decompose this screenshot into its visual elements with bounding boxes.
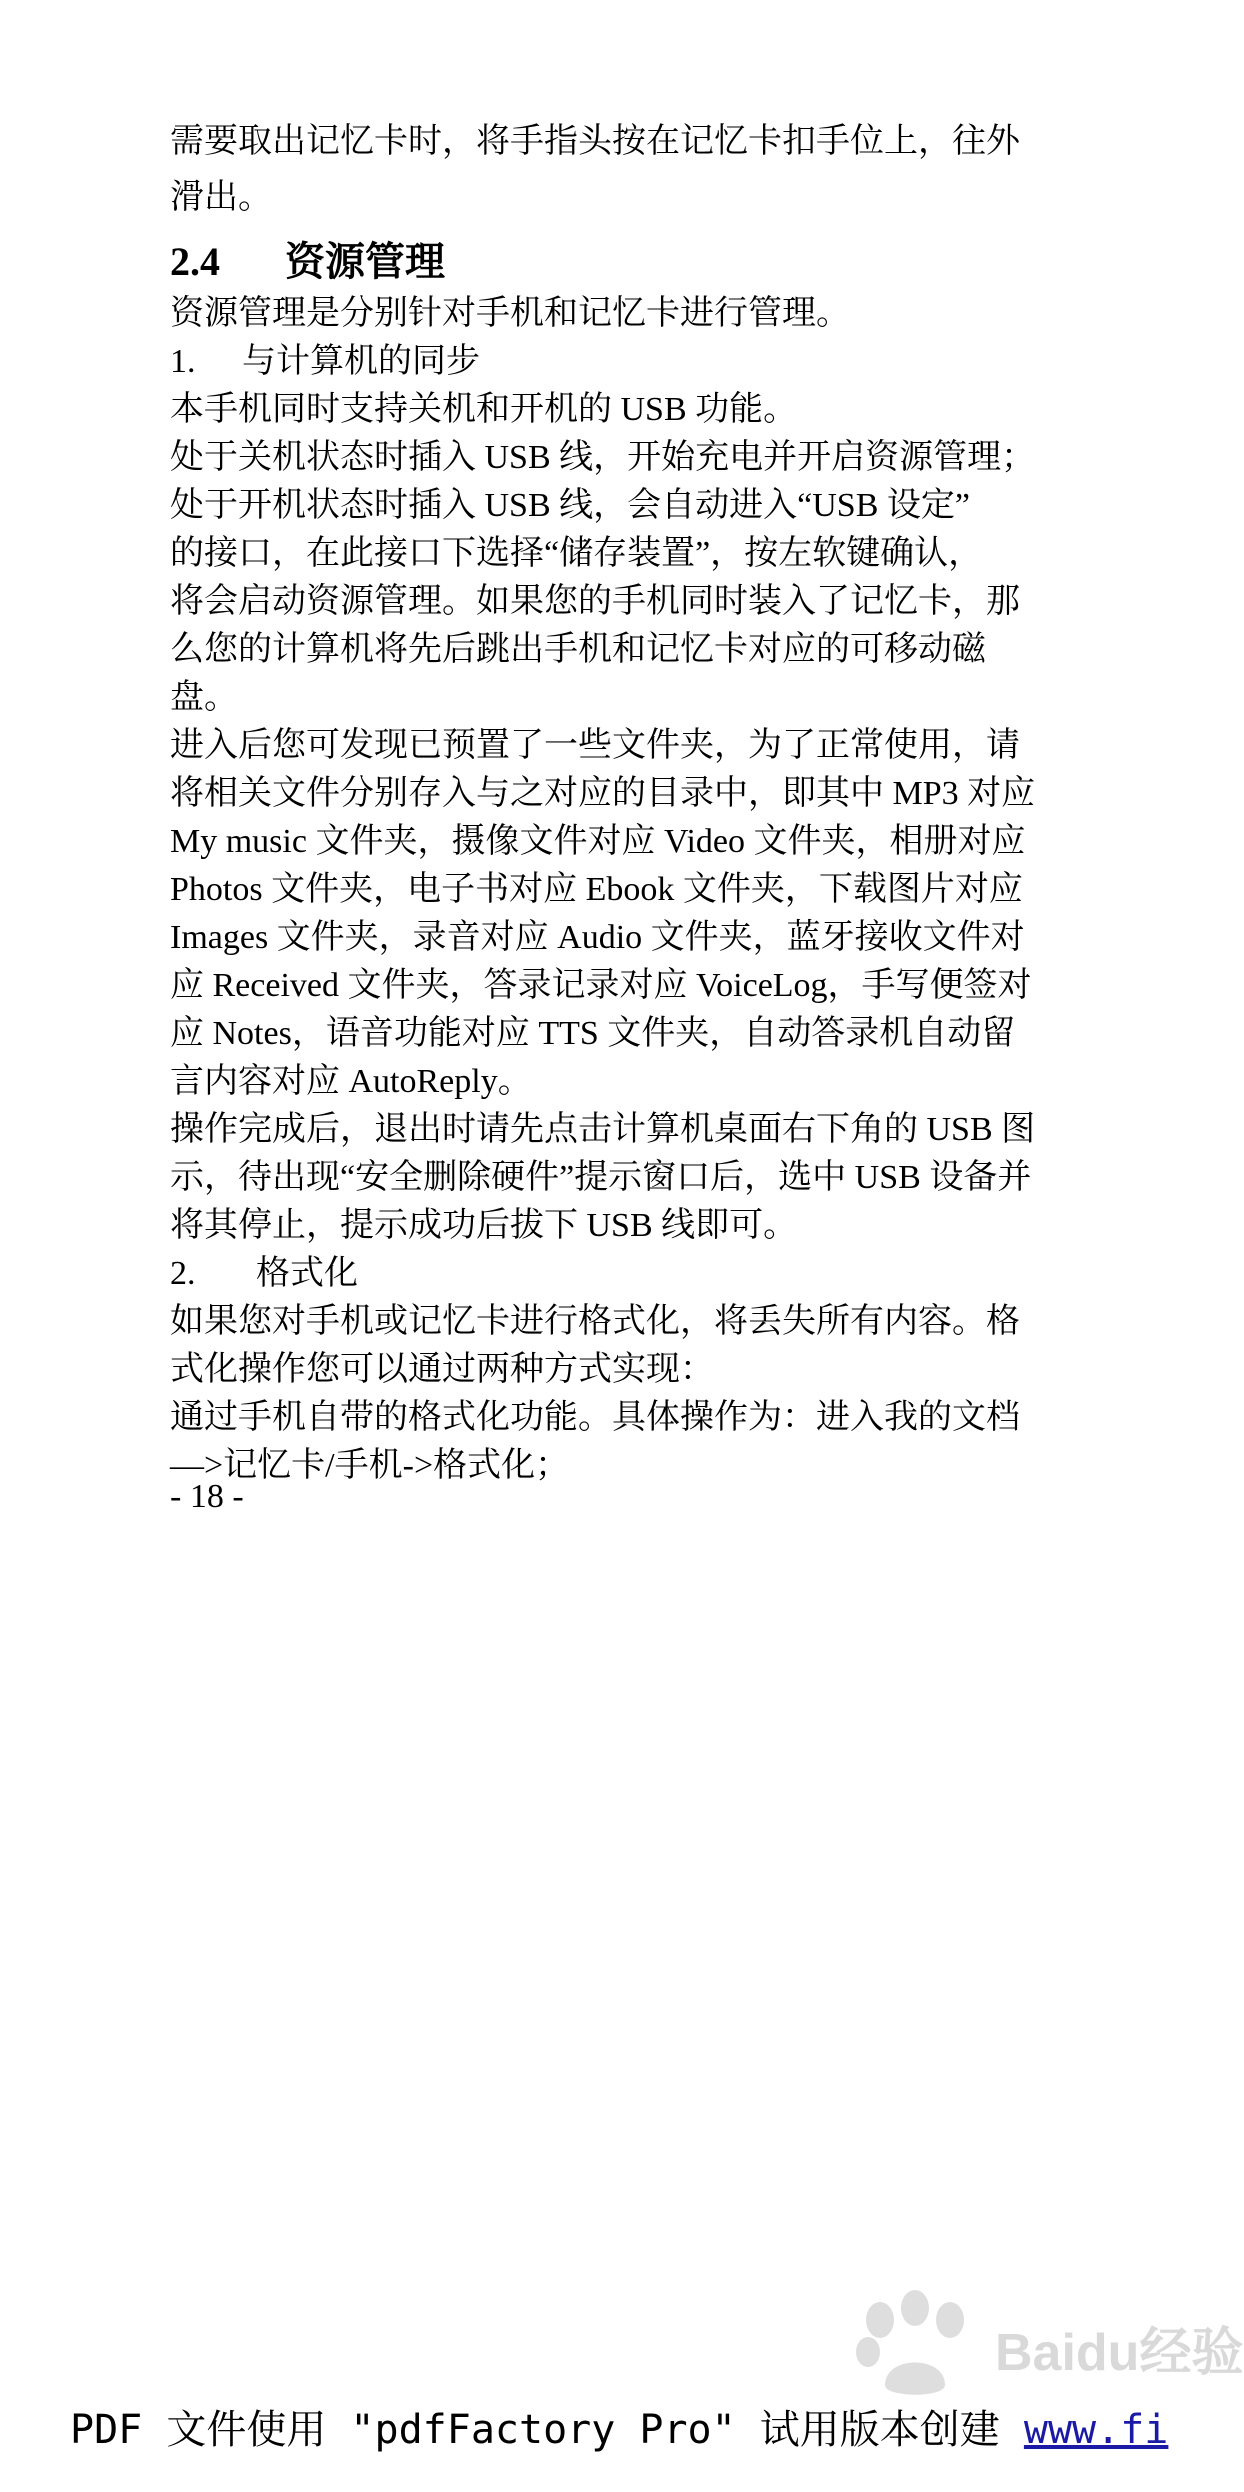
pdf-footer [70, 2398, 1168, 2455]
page-number: - 18 - [170, 1478, 244, 1515]
text-line: 将其停止，提示成功后拔下 USB 线即可。 [170, 1207, 798, 1244]
text-line: 需要取出记忆卡时，将手指头按在记忆卡扣手位上，往外 [170, 123, 1020, 160]
text-line: 示，待出现“安全删除硬件”提示窗口后，选中 USB 设备并 [170, 1159, 1032, 1196]
text-line: 滑出。 [170, 179, 272, 216]
text-line: 将相关文件分别存入与之对应的目录中，即其中 MP3 对应 [170, 775, 1036, 812]
text-line: My music 文件夹，摄像文件对应 Video 文件夹，相册对应 [170, 823, 1026, 860]
text-line: 如果您对手机或记忆卡进行格式化，将丢失所有内容。格 [170, 1303, 1020, 1340]
list-item-number: 2. [170, 1255, 196, 1292]
text-line: 言内容对应 AutoReply。 [170, 1063, 532, 1100]
text-line: 的接口，在此接口下选择“储存装置”，按左软键确认， [170, 535, 983, 572]
text-line: 么您的计算机将先后跳出手机和记忆卡对应的可移动磁 [170, 631, 986, 668]
text-line: 进入后您可发现已预置了一些文件夹，为了正常使用，请 [170, 727, 1020, 764]
text-line: Images 文件夹，录音对应 Audio 文件夹，蓝牙接收文件对 [170, 919, 1025, 956]
baidu-paw-icon [840, 2290, 990, 2400]
text-line: 处于开机状态时插入 USB 线，会自动进入“USB 设定” [170, 487, 970, 524]
text-line: 处于关机状态时插入 USB 线，开始充电并开启资源管理； [170, 439, 1036, 476]
text-line: 应 Received 文件夹，答录记录对应 VoiceLog，手写便签对 [170, 967, 1032, 1004]
section-title: 资源管理 [285, 239, 445, 284]
section-heading [170, 230, 445, 287]
top-paragraph [170, 118, 1070, 222]
text-line: 式化操作您可以通过两种方式实现： [170, 1351, 714, 1388]
baidu-watermark [840, 2290, 1244, 2400]
list-item-1 [170, 338, 1070, 386]
watermark-text: Baidu经验 [995, 2324, 1244, 2382]
text-line: 应 Notes，语音功能对应 TTS 文件夹，自动答录机自动留 [170, 1015, 1016, 1052]
text-line: 操作完成后，退出时请先点击计算机桌面右下角的 USB 图 [170, 1111, 1036, 1148]
section-number: 2.4 [170, 239, 220, 284]
text-line: Photos 文件夹，电子书对应 Ebook 文件夹，下载图片对应 [170, 871, 1023, 908]
text-line: 盘。 [170, 679, 238, 716]
list-item-number: 1. [170, 343, 196, 380]
intro-line: 资源管理是分别针对手机和记忆卡进行管理。 [170, 295, 850, 332]
text-line: 通过手机自带的格式化功能。具体操作为：进入我的文档 [170, 1399, 1020, 1436]
text-line: —>记忆卡/手机->格式化； [170, 1447, 570, 1484]
list-item-title: 与计算机的同步 [242, 343, 480, 380]
list-item-2 [170, 1250, 1070, 1298]
text-line: 将会启动资源管理。如果您的手机同时装入了记忆卡，那 [170, 583, 1020, 620]
section-body [170, 290, 1070, 1490]
text-line: 本手机同时支持关机和开机的 USB 功能。 [170, 391, 798, 428]
footer-link[interactable]: www.fi [1023, 2407, 1169, 2453]
footer-text: PDF 文件使用 "pdfFactory Pro" 试用版本创建 [70, 2407, 1024, 2453]
list-item-title: 格式化 [256, 1255, 358, 1292]
